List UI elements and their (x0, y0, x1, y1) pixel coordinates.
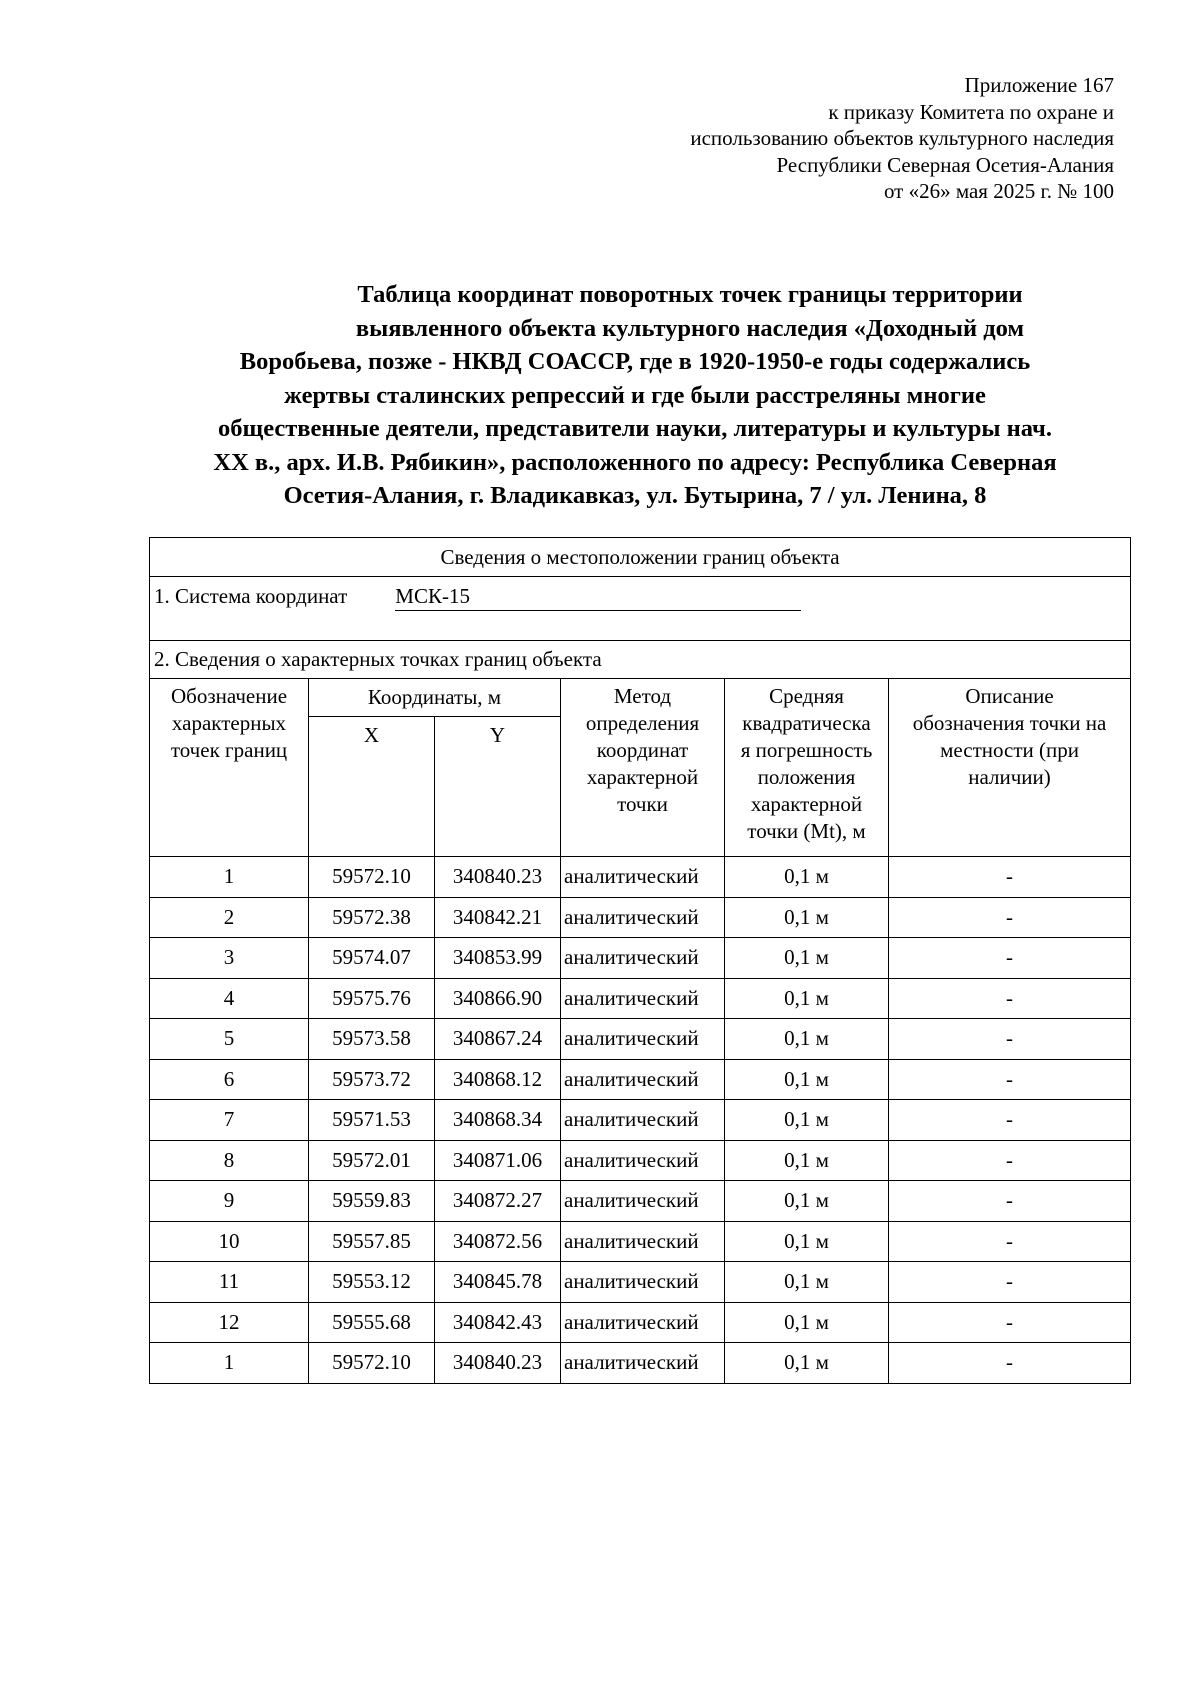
description-cell: - (889, 1140, 1131, 1181)
description-cell: - (889, 938, 1131, 979)
title-line: Таблица координат поворотных точек границы территории (357, 281, 1023, 308)
description-cell: - (889, 1019, 1131, 1060)
title-line: общественные деятели, представители науки, литературы и культуры нач. (218, 415, 1052, 442)
method-cell: аналитический (561, 1181, 725, 1222)
title-line: жертвы сталинских репрессий и где были расстреляны многие (284, 381, 986, 409)
table-row (150, 1140, 1131, 1181)
table-row (150, 1059, 1131, 1100)
header-text: характерной (586, 765, 699, 789)
header-designation (150, 679, 309, 857)
error-cell: 0,1 м (725, 1140, 889, 1181)
table-row (150, 1221, 1131, 1262)
coord-x-cell: 59555.68 (309, 1302, 435, 1343)
title-line: Воробьева, позже - НКВД СОАССР, где в 1920-1950-е годы содержались (239, 348, 1031, 375)
description-cell: - (889, 1221, 1131, 1262)
header-text: наличии) (968, 765, 1051, 789)
coord-x-cell: 59572.10 (309, 857, 435, 898)
header-text: координат (596, 738, 689, 762)
method-cell: аналитический (561, 978, 725, 1019)
point-number-cell: 5 (150, 1019, 309, 1060)
point-number-cell: 8 (150, 1140, 309, 1181)
coord-x-cell: 59557.85 (309, 1221, 435, 1262)
point-number-cell: 6 (150, 1059, 309, 1100)
description-cell: - (889, 1181, 1131, 1222)
coord-y-cell: 340866.90 (435, 978, 561, 1019)
header-y: Y (435, 717, 561, 857)
point-number-cell: 3 (150, 938, 309, 979)
appendix-header (414, 72, 1114, 205)
section-title: Сведения о местоположении границ объекта (150, 538, 1131, 577)
title-line: Осетия-Алания, г. Владикавказ, ул. Бутырина, 7 / ул. Ленина, 8 (283, 482, 987, 509)
header-coordinates: Координаты, м (309, 679, 561, 717)
coord-y-cell: 340872.56 (435, 1221, 561, 1262)
error-cell: 0,1 м (725, 1343, 889, 1384)
table-row (150, 978, 1131, 1019)
error-cell: 0,1 м (725, 1059, 889, 1100)
method-cell: аналитический (561, 1262, 725, 1303)
header-text: характерной (750, 792, 863, 816)
error-cell: 0,1 м (725, 897, 889, 938)
coord-y-cell: 340868.12 (435, 1059, 561, 1100)
method-cell: аналитический (561, 1019, 725, 1060)
coord-x-cell: 59574.07 (309, 938, 435, 979)
table-row (150, 1019, 1131, 1060)
error-cell: 0,1 м (725, 1100, 889, 1141)
method-cell: аналитический (561, 938, 725, 979)
appendix-header-line: Приложение 167 (964, 73, 1114, 97)
coord-y-cell: 340867.24 (435, 1019, 561, 1060)
point-number-cell: 1 (150, 857, 309, 898)
coord-y-cell: 340872.27 (435, 1181, 561, 1222)
header-text: Описание (965, 684, 1054, 708)
method-cell: аналитический (561, 1221, 725, 1262)
coord-y-cell: 340840.23 (435, 1343, 561, 1384)
coord-x-cell: 59573.72 (309, 1059, 435, 1100)
appendix-header-line: к приказу Комитета по охране и (828, 99, 1114, 124)
title-line: выявленного объекта культурного наследия «Доходный дом (355, 314, 1025, 342)
table-row (150, 1181, 1131, 1222)
header-text: квадратическа (742, 711, 871, 735)
description-cell: - (889, 1100, 1131, 1141)
method-cell: аналитический (561, 1100, 725, 1141)
coord-y-cell: 340842.43 (435, 1302, 561, 1343)
table-rows-body (150, 857, 1131, 1384)
header-text: определения (585, 711, 700, 735)
header-text: точки (617, 792, 668, 816)
coord-x-cell: 59571.53 (309, 1100, 435, 1141)
point-number-cell: 10 (150, 1221, 309, 1262)
header-text: Метод (613, 684, 672, 708)
header-text: местности (при (940, 738, 1079, 762)
coordinates-table (149, 537, 1131, 1384)
error-cell: 0,1 м (725, 1221, 889, 1262)
coord-y-cell: 340868.34 (435, 1100, 561, 1141)
header-text: Обозначение (170, 684, 288, 708)
table-row (150, 1262, 1131, 1303)
error-cell: 0,1 м (725, 1181, 889, 1222)
method-cell: аналитический (561, 1059, 725, 1100)
coord-system-row (150, 577, 1131, 641)
coord-y-cell: 340842.21 (435, 897, 561, 938)
point-number-cell: 9 (150, 1181, 309, 1222)
header-error (725, 679, 889, 857)
appendix-header-line: использованию объектов культурного наследия (690, 126, 1114, 150)
table-row (150, 1343, 1131, 1384)
description-cell: - (889, 1302, 1131, 1343)
error-cell: 0,1 м (725, 1262, 889, 1303)
coord-x-cell: 59573.58 (309, 1019, 435, 1060)
coord-y-cell: 340871.06 (435, 1140, 561, 1181)
table-header-body (150, 538, 1131, 857)
appendix-header-line: Республики Северная Осетия-Алания (776, 152, 1114, 177)
table-row (150, 897, 1131, 938)
description-cell: - (889, 978, 1131, 1019)
point-number-cell: 12 (150, 1302, 309, 1343)
point-number-cell: 2 (150, 897, 309, 938)
header-text: Средняя (769, 684, 844, 708)
coord-x-cell: 59572.10 (309, 1343, 435, 1384)
error-cell: 0,1 м (725, 938, 889, 979)
header-x: X (309, 717, 435, 857)
header-text: я погрешность (740, 738, 873, 762)
description-cell: - (889, 897, 1131, 938)
title-line: XX в., арх. И.В. Рябикин», расположенного по адресу: Республика Северная (213, 448, 1057, 476)
coord-y-cell: 340853.99 (435, 938, 561, 979)
header-text: положения (757, 765, 856, 789)
header-text: характерных (171, 711, 287, 735)
table-row (150, 938, 1131, 979)
method-cell: аналитический (561, 857, 725, 898)
description-cell: - (889, 1262, 1131, 1303)
coord-x-cell: 59553.12 (309, 1262, 435, 1303)
description-cell: - (889, 1343, 1131, 1384)
header-text: точек границ (170, 738, 288, 762)
point-number-cell: 1 (150, 1343, 309, 1384)
method-cell: аналитический (561, 897, 725, 938)
description-cell: - (889, 857, 1131, 898)
header-method (561, 679, 725, 857)
points-title: 2. Сведения о характерных точках границ объекта (150, 641, 1131, 679)
coord-x-cell: 59572.38 (309, 897, 435, 938)
error-cell: 0,1 м (725, 978, 889, 1019)
point-number-cell: 4 (150, 978, 309, 1019)
table-row (150, 857, 1131, 898)
header-text: точки (Mt), м (747, 819, 866, 843)
appendix-header-line: от «26» мая 2025 г. № 100 (883, 179, 1114, 203)
coord-y-cell: 340840.23 (435, 857, 561, 898)
table-row (150, 1302, 1131, 1343)
coord-y-cell: 340845.78 (435, 1262, 561, 1303)
coord-x-cell: 59572.01 (309, 1140, 435, 1181)
method-cell: аналитический (561, 1140, 725, 1181)
coord-system-value: МСК-15 (395, 584, 801, 611)
method-cell: аналитический (561, 1302, 725, 1343)
coord-x-cell: 59575.76 (309, 978, 435, 1019)
error-cell: 0,1 м (725, 1302, 889, 1343)
document-title (140, 278, 1130, 513)
error-cell: 0,1 м (725, 1019, 889, 1060)
point-number-cell: 11 (150, 1262, 309, 1303)
description-cell: - (889, 1059, 1131, 1100)
coord-system-label: 1. Система координат (154, 584, 348, 608)
error-cell: 0,1 м (725, 857, 889, 898)
table-row (150, 1100, 1131, 1141)
header-text: обозначения точки на (912, 711, 1107, 735)
coord-x-cell: 59559.83 (309, 1181, 435, 1222)
point-number-cell: 7 (150, 1100, 309, 1141)
header-description (889, 679, 1131, 857)
method-cell: аналитический (561, 1343, 725, 1384)
